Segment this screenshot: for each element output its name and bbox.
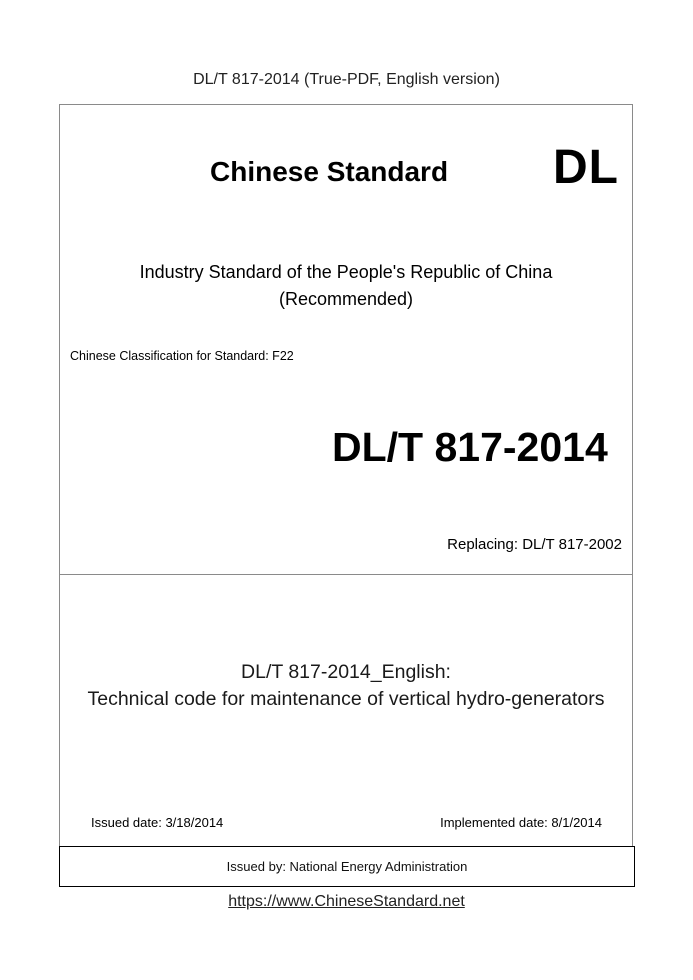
title-name: Technical code for maintenance of vertical hydro-generators — [87, 688, 605, 710]
classification-label: Chinese Classification for Standard: F22 — [70, 349, 294, 363]
document-header: DL/T 817-2014 (True-PDF, English version) — [193, 71, 500, 88]
cover-divider — [59, 574, 633, 575]
website-link[interactable]: https://www.ChineseStandard.net — [228, 893, 465, 910]
standard-number: DL/T 817-2014 — [332, 424, 608, 470]
title-code: DL/T 817-2014_English: — [241, 661, 451, 683]
replacing-label: Replacing: DL/T 817-2002 — [447, 536, 622, 553]
industry-standard-block — [59, 259, 633, 313]
document-title — [59, 659, 633, 713]
standard-heading: Chinese Standard — [210, 156, 449, 187]
cover-frame — [59, 104, 633, 886]
industry-standard-line: Industry Standard of the People's Republic of China — [139, 262, 553, 282]
recommended-label: (Recommended) — [278, 289, 414, 309]
issuer-box — [59, 846, 635, 887]
issuer-label: Issued by: National Energy Administration — [226, 859, 468, 874]
issued-date: Issued date: 3/18/2014 — [91, 815, 224, 830]
implemented-date: Implemented date: 8/1/2014 — [440, 815, 602, 830]
standard-mark: DL — [553, 141, 619, 194]
